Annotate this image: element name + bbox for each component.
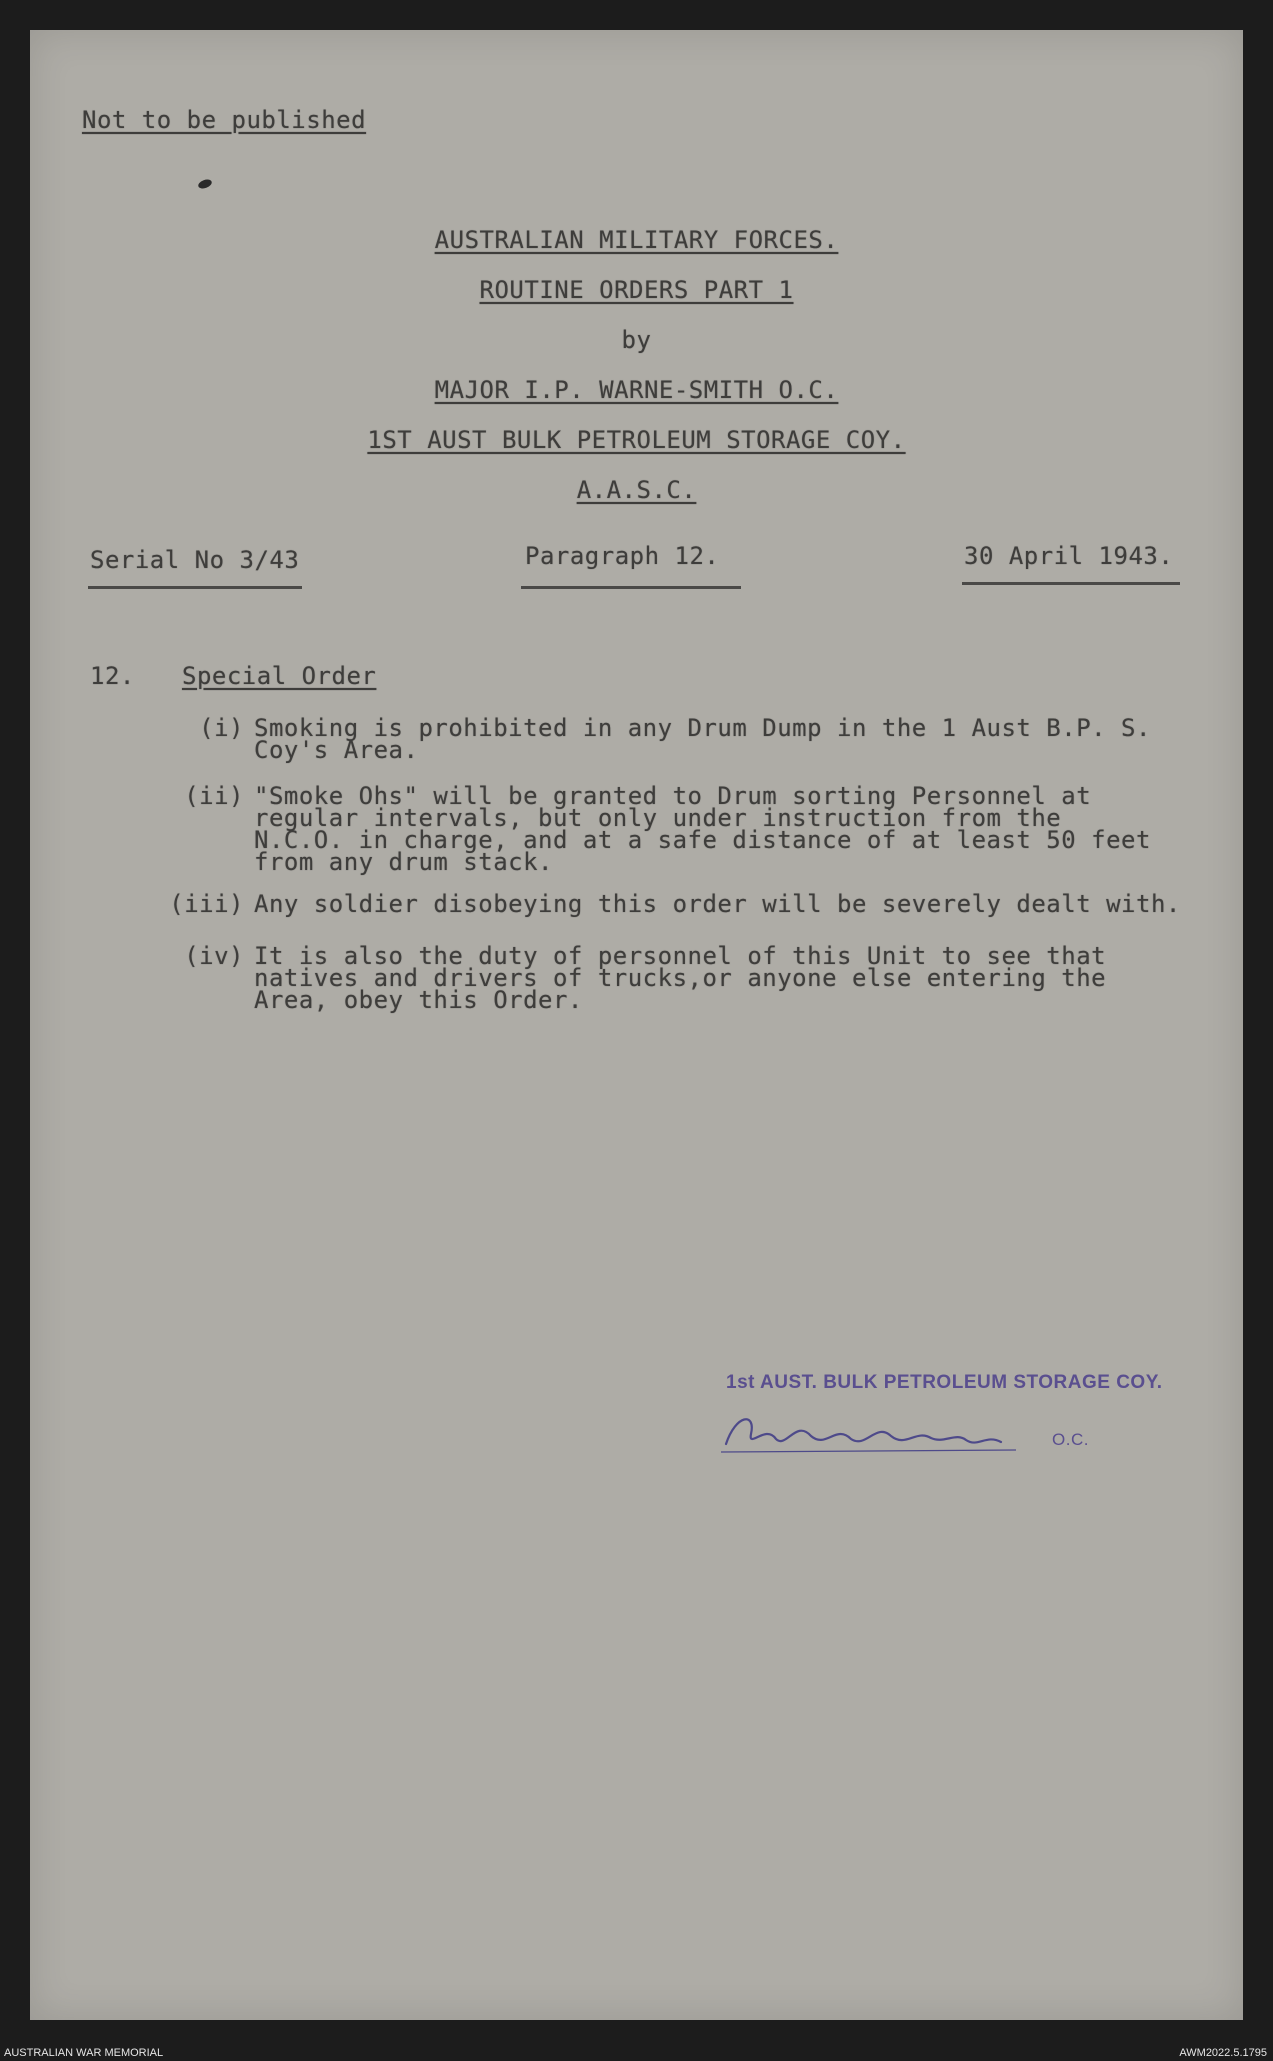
title-line-2: ROUTINE ORDERS PART 1 xyxy=(479,276,794,304)
item-line: Area, obey this Order. xyxy=(254,986,583,1014)
item-line: natives and drivers of trucks,or anyone else entering the xyxy=(254,964,1107,992)
title-line-3: by xyxy=(621,326,652,354)
serial-rule xyxy=(88,586,302,589)
footer-source: AUSTRALIAN WAR MEMORIAL xyxy=(4,2047,164,2059)
item-number: (iv) xyxy=(184,942,244,970)
document-page xyxy=(30,30,1243,2020)
item-number: (iii) xyxy=(169,890,244,918)
paragraph-number: Paragraph 12. xyxy=(525,542,720,570)
item-line: regular intervals, but only under instruction from the xyxy=(254,804,1062,832)
item-line: Coy's Area. xyxy=(254,736,419,764)
item-line: from any drum stack. xyxy=(254,848,553,876)
date-rule xyxy=(962,582,1180,585)
section-number: 12. xyxy=(90,662,135,690)
item-line: Smoking is prohibited in any Drum Dump in the 1 Aust B.P. S. xyxy=(254,714,1151,742)
title-line-6: A.A.S.C. xyxy=(576,476,697,504)
item-line: "Smoke Ohs" will be granted to Drum sorting Personnel at xyxy=(254,782,1092,810)
order-date: 30 April 1943. xyxy=(964,542,1174,570)
item-line: Any soldier disobeying this order will be severely dealt with. xyxy=(254,890,1181,918)
serial-number: Serial No 3/43 xyxy=(90,546,300,574)
paragraph-rule xyxy=(521,586,741,589)
title-line-5: 1ST AUST BULK PETROLEUM STORAGE COY. xyxy=(367,426,906,454)
title-line-1: AUSTRALIAN MILITARY FORCES. xyxy=(434,226,839,254)
item-line: It is also the duty of personnel of this Unit to see that xyxy=(254,942,1107,970)
section-title: Special Order xyxy=(182,662,377,690)
title-line-4: MAJOR I.P. WARNE-SMITH O.C. xyxy=(434,376,839,404)
signature xyxy=(716,1404,1046,1464)
footer-id: AWM2022.5.1795 xyxy=(1179,2047,1267,2059)
item-line: N.C.O. in charge, and at a safe distance of at least 50 feet xyxy=(254,826,1151,854)
oc-stamp: O.C. xyxy=(1052,1430,1089,1449)
item-number: (i) xyxy=(199,714,244,742)
header-note: Not to be published xyxy=(82,106,367,134)
unit-stamp: 1st AUST. BULK PETROLEUM STORAGE COY. xyxy=(726,1372,1163,1393)
item-number: (ii) xyxy=(184,782,244,810)
hole-mark xyxy=(197,178,213,190)
